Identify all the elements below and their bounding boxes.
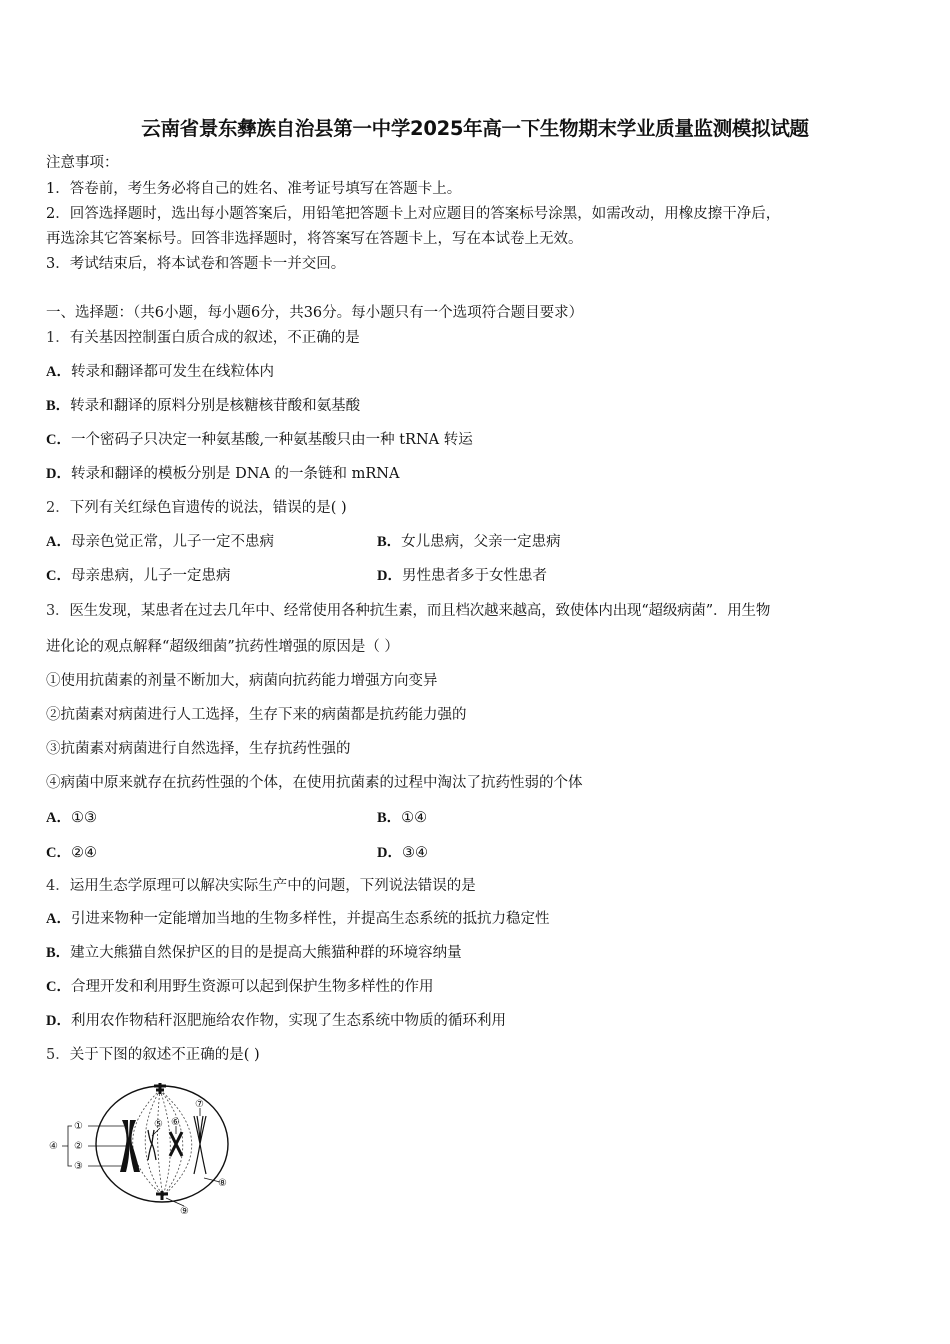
chromosome-5 [148, 1130, 156, 1160]
q2-option-a[interactable] [46, 530, 274, 551]
q2-option-d[interactable] [377, 564, 547, 585]
q3-option-b[interactable] [377, 806, 427, 827]
notice-item: 2．回答选择题时，选出每小题答案后，用铅笔把答题卡上对应题目的答案标号涂黑，如需改动，用橡皮擦干净后， [46, 206, 781, 222]
q1-option-a[interactable] [46, 360, 274, 381]
page-title: 云南省景东彝族自治县第一中学2025年高一下生物期末学业质量监测模拟试题 [141, 117, 809, 140]
q4-option-d[interactable] [46, 1009, 506, 1030]
option-text: 母亲患病，儿子一定患病 [70, 568, 231, 584]
q4-option-a[interactable] [46, 907, 549, 928]
option-text: 建立大熊猫自然保护区的目的是提高大熊猫种群的环境容纳量 [70, 945, 462, 961]
question-number: 2． [46, 500, 70, 516]
option-label: A． [46, 911, 71, 927]
notice-item: 1．答卷前，考生务必将自己的姓名、准考证号填写在答题卡上。 [46, 181, 462, 197]
centriole-top [154, 1083, 166, 1094]
leader-lines [62, 1108, 220, 1206]
option-label: C． [46, 845, 71, 861]
option-label: C． [46, 568, 71, 584]
q1-option-b[interactable] [46, 394, 360, 415]
q1-option-d[interactable] [46, 462, 399, 483]
notice-item: 3．考试结束后，将本试卷和答题卡一并交回。 [46, 256, 346, 272]
figure-label: ② [74, 1141, 83, 1152]
option-text: 转录和翻译都可发生在线粒体内 [70, 364, 274, 380]
option-text: 男性患者多于女性患者 [401, 568, 547, 584]
option-text: 一个密码子只决定一种氨基酸,一种氨基酸只由一种 tRNA 转运 [70, 432, 473, 448]
option-text: ①③ [70, 810, 97, 826]
option-text: ①④ [401, 810, 428, 826]
question-3-stem-cont: 进化论的观点解释“超级细菌”抗药性增强的原因是（ ） [46, 639, 399, 655]
q3-option-a[interactable] [46, 806, 97, 827]
figure-label: ⑤ [154, 1119, 163, 1130]
notice-heading: 注意事项： [46, 155, 119, 171]
spindle-fibers [133, 1090, 192, 1196]
q3-option-d[interactable] [377, 841, 428, 862]
option-label: B． [46, 945, 71, 961]
section-heading: 一、选择题：（共6小题，每小题6分，共36分。每小题只有一个选项符合题目要求） [46, 305, 584, 321]
option-label: C． [46, 979, 71, 995]
chromosome-6 [170, 1132, 182, 1156]
q3-option-c[interactable] [46, 841, 97, 862]
option-text: ②④ [70, 845, 97, 861]
figure-label: ④ [49, 1141, 58, 1152]
q2-option-b[interactable] [377, 530, 561, 551]
centriole-bottom [156, 1191, 168, 1200]
option-text: 转录和翻译的原料分别是核糖核苷酸和氨基酸 [70, 398, 361, 414]
option-label: D． [377, 568, 402, 584]
notice-item: 再选涂其它答案标号。回答非选择题时，将答案写在答题卡上，写在本试卷上无效。 [46, 231, 583, 247]
question-number: 3． [46, 603, 70, 619]
question-text: 医生发现，某患者在过去几年中、经常使用各种抗生素，而且档次越来越高，致使体内出现“超级病菌”．用生物 [69, 603, 771, 619]
question-text: 关于下图的叙述不正确的是( ) [69, 1047, 260, 1063]
statement: ④病菌中原来就存在抗药性强的个体，在使用抗菌素的过程中淘汰了抗药性弱的个体 [46, 775, 583, 791]
option-text: 合理开发和利用野生资源可以起到保护生物多样性的作用 [70, 979, 434, 995]
question-text: 有关基因控制蛋白质合成的叙述，不正确的是 [69, 330, 360, 346]
question-4-stem [46, 874, 476, 895]
figure-label: ⑨ [180, 1206, 189, 1217]
figure-label: ① [74, 1121, 83, 1132]
figure-label: ⑦ [195, 1099, 204, 1110]
option-label: D． [46, 1013, 71, 1029]
option-label: C． [46, 432, 71, 448]
q4-option-b[interactable] [46, 941, 462, 962]
statement: ②抗菌素对病菌进行人工选择，生存下来的病菌都是抗药能力强的 [46, 707, 467, 723]
figure-label: ⑧ [218, 1178, 227, 1189]
option-text: 转录和翻译的模板分别是 DNA 的一条链和 mRNA [70, 466, 400, 482]
question-text: 下列有关红绿色盲遗传的说法，错误的是( ) [69, 500, 347, 516]
option-label: D． [46, 466, 71, 482]
question-5-stem [46, 1043, 260, 1064]
statement: ①使用抗菌素的剂量不断加大，病菌向抗药能力增强方向变异 [46, 673, 438, 689]
q1-option-c[interactable] [46, 428, 473, 449]
statement: ③抗菌素对病菌进行自然选择，生存抗药性强的 [46, 741, 351, 757]
option-label: D． [377, 845, 402, 861]
option-text: 利用农作物秸秆沤肥施给农作物，实现了生态系统中物质的循环利用 [70, 1013, 506, 1029]
cell-membrane [96, 1086, 228, 1202]
option-text: 女儿患病，父亲一定患病 [401, 534, 561, 550]
q2-option-c[interactable] [46, 564, 230, 585]
option-label: B． [46, 398, 71, 414]
question-1-stem [46, 326, 360, 347]
option-label: A． [46, 810, 71, 826]
option-label: B． [377, 810, 402, 826]
option-label: A． [46, 534, 71, 550]
question-number: 1． [46, 330, 70, 346]
option-label: B． [377, 534, 402, 550]
question-2-stem [46, 496, 347, 517]
option-text: ③④ [401, 845, 428, 861]
cell-division-figure [44, 1078, 244, 1218]
option-text: 引进来物种一定能增加当地的生物多样性，并提高生态系统的抵抗力稳定性 [70, 911, 550, 927]
question-number: 5． [46, 1047, 70, 1063]
question-number: 4． [46, 878, 70, 894]
option-text: 母亲色觉正常，儿子一定不患病 [70, 534, 274, 550]
figure-label: ③ [74, 1161, 83, 1172]
question-3-stem [46, 599, 770, 620]
question-text: 运用生态学原理可以解决实际生产中的问题，下列说法错误的是 [69, 878, 476, 894]
chromosome-7 [194, 1116, 206, 1174]
figure-label: ⑥ [171, 1117, 180, 1128]
option-label: A． [46, 364, 71, 380]
q4-option-c[interactable] [46, 975, 433, 996]
